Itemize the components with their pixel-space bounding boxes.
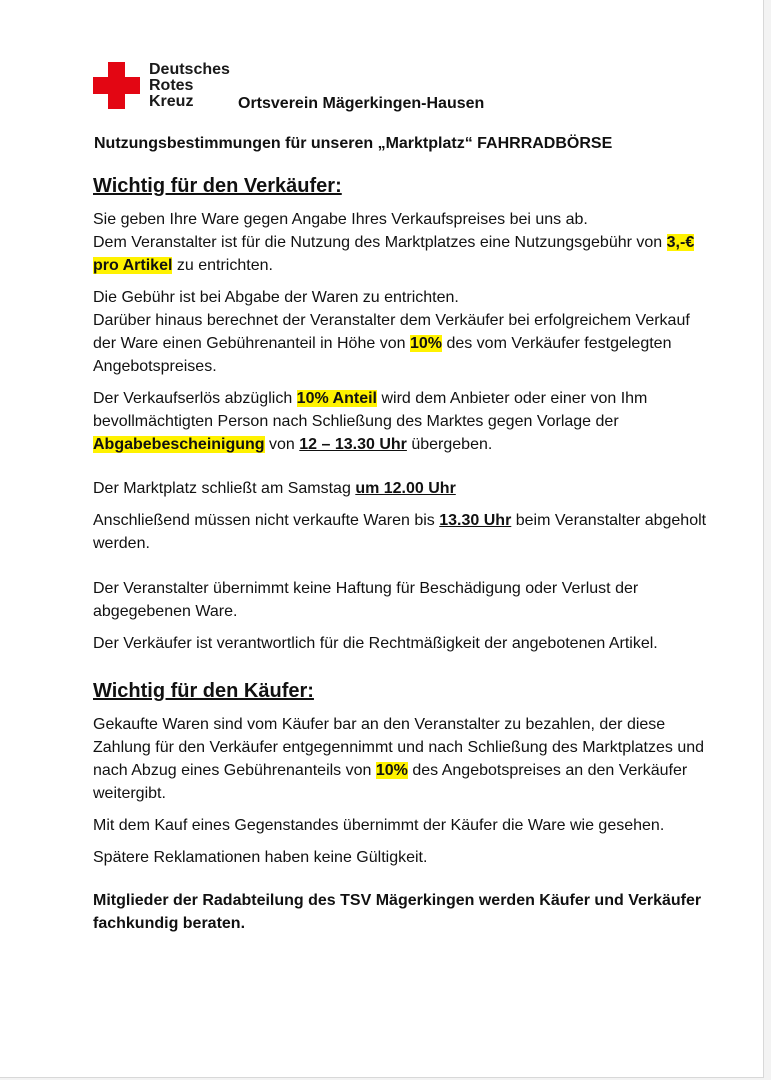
seller-paragraph-1: Sie geben Ihre Ware gegen Angabe Ihres Verkaufspreises bei uns ab. Dem Veranstalter ist für die Nutzung des Marktplatzes eine Nutzungsgebühr von 3,-€ pro Artikel zu entrichten. (93, 211, 695, 274)
closing-time: um 12.00 Uhr (355, 480, 456, 497)
payout-time: 12 – 13.30 Uhr (299, 436, 407, 453)
buyer-paragraph-2: Mit dem Kauf eines Gegenstandes übernimmt der Käufer die Ware wie gesehen. (93, 817, 665, 834)
document-title: Nutzungsbestimmungen für unseren „Marktplatz“ FAHRRADBÖRSE (94, 135, 613, 152)
red-cross-icon (93, 62, 140, 109)
ortsverein-name: Ortsverein Mägerkingen-Hausen (238, 95, 485, 112)
logo-line-1: Deutsches (149, 61, 230, 78)
seller-heading: Wichtig für den Verkäufer: (93, 175, 342, 197)
seller-paragraph-4: Der Marktplatz schließt am Samstag um 12.00 Uhr (93, 480, 456, 497)
seller-paragraph-5: Anschließend müssen nicht verkaufte Waren bis 13.30 Uhr beim Veranstalter abgeholt werden. (93, 512, 707, 552)
footer-note: Mitglieder der Radabteilung des TSV Mägerkingen werden Käufer und Verkäufer fachkundig beraten. (93, 892, 702, 932)
seller-paragraph-7: Der Verkäufer ist verantwortlich für die Rechtmäßigkeit der angebotenen Artikel. (93, 635, 658, 652)
commission-highlight: 10% (409, 335, 442, 352)
fee-per-article-highlight: 3,-€ pro Artikel (93, 234, 695, 274)
share-highlight: 10% Anteil (296, 390, 377, 407)
buyer-paragraph-3: Spätere Reklamationen haben keine Gültigkeit. (93, 849, 428, 866)
certificate-highlight: Abgabebescheinigung (93, 436, 265, 453)
logo-text (149, 62, 230, 110)
buyer-heading: Wichtig für den Käufer: (93, 680, 314, 702)
buyer-paragraph-1: Gekaufte Waren sind vom Käufer bar an den Veranstalter zu bezahlen, der diese Zahlung für den Verkäufer entgegennimmt und nach Schließung des Marktplatzes und nach Abzug eines Gebührenanteils von 10% des Angebotspreises an den Verkäufer weitergibt. (93, 716, 705, 802)
logo-line-2: Rotes (149, 77, 194, 94)
document-body (93, 174, 713, 935)
seller-paragraph-6: Der Veranstalter übernimmt keine Haftung für Beschädigung oder Verlust der abgegebenen Ware. (93, 580, 639, 620)
pickup-time: 13.30 Uhr (439, 512, 512, 529)
buyer-commission-highlight: 10% (375, 762, 408, 779)
seller-paragraph-3: Der Verkaufserlös abzüglich 10% Anteil wird dem Anbieter oder einer von Ihm bevollmächtigten Person nach Schließung des Marktes gegen Vorlage der Abgabebescheinigung von 12 – 13.30 Uhr übergeben. (93, 390, 648, 453)
seller-paragraph-2: Die Gebühr ist bei Abgabe der Waren zu entrichten. Darüber hinaus berechnet der Veranstalter dem Verkäufer bei erfolgreichem Verkauf der Ware einen Gebührenanteil in Höhe von 10% des vom Verkäufer festgelegten Angebotspreises. (93, 289, 690, 375)
logo-line-3: Kreuz (149, 93, 194, 110)
